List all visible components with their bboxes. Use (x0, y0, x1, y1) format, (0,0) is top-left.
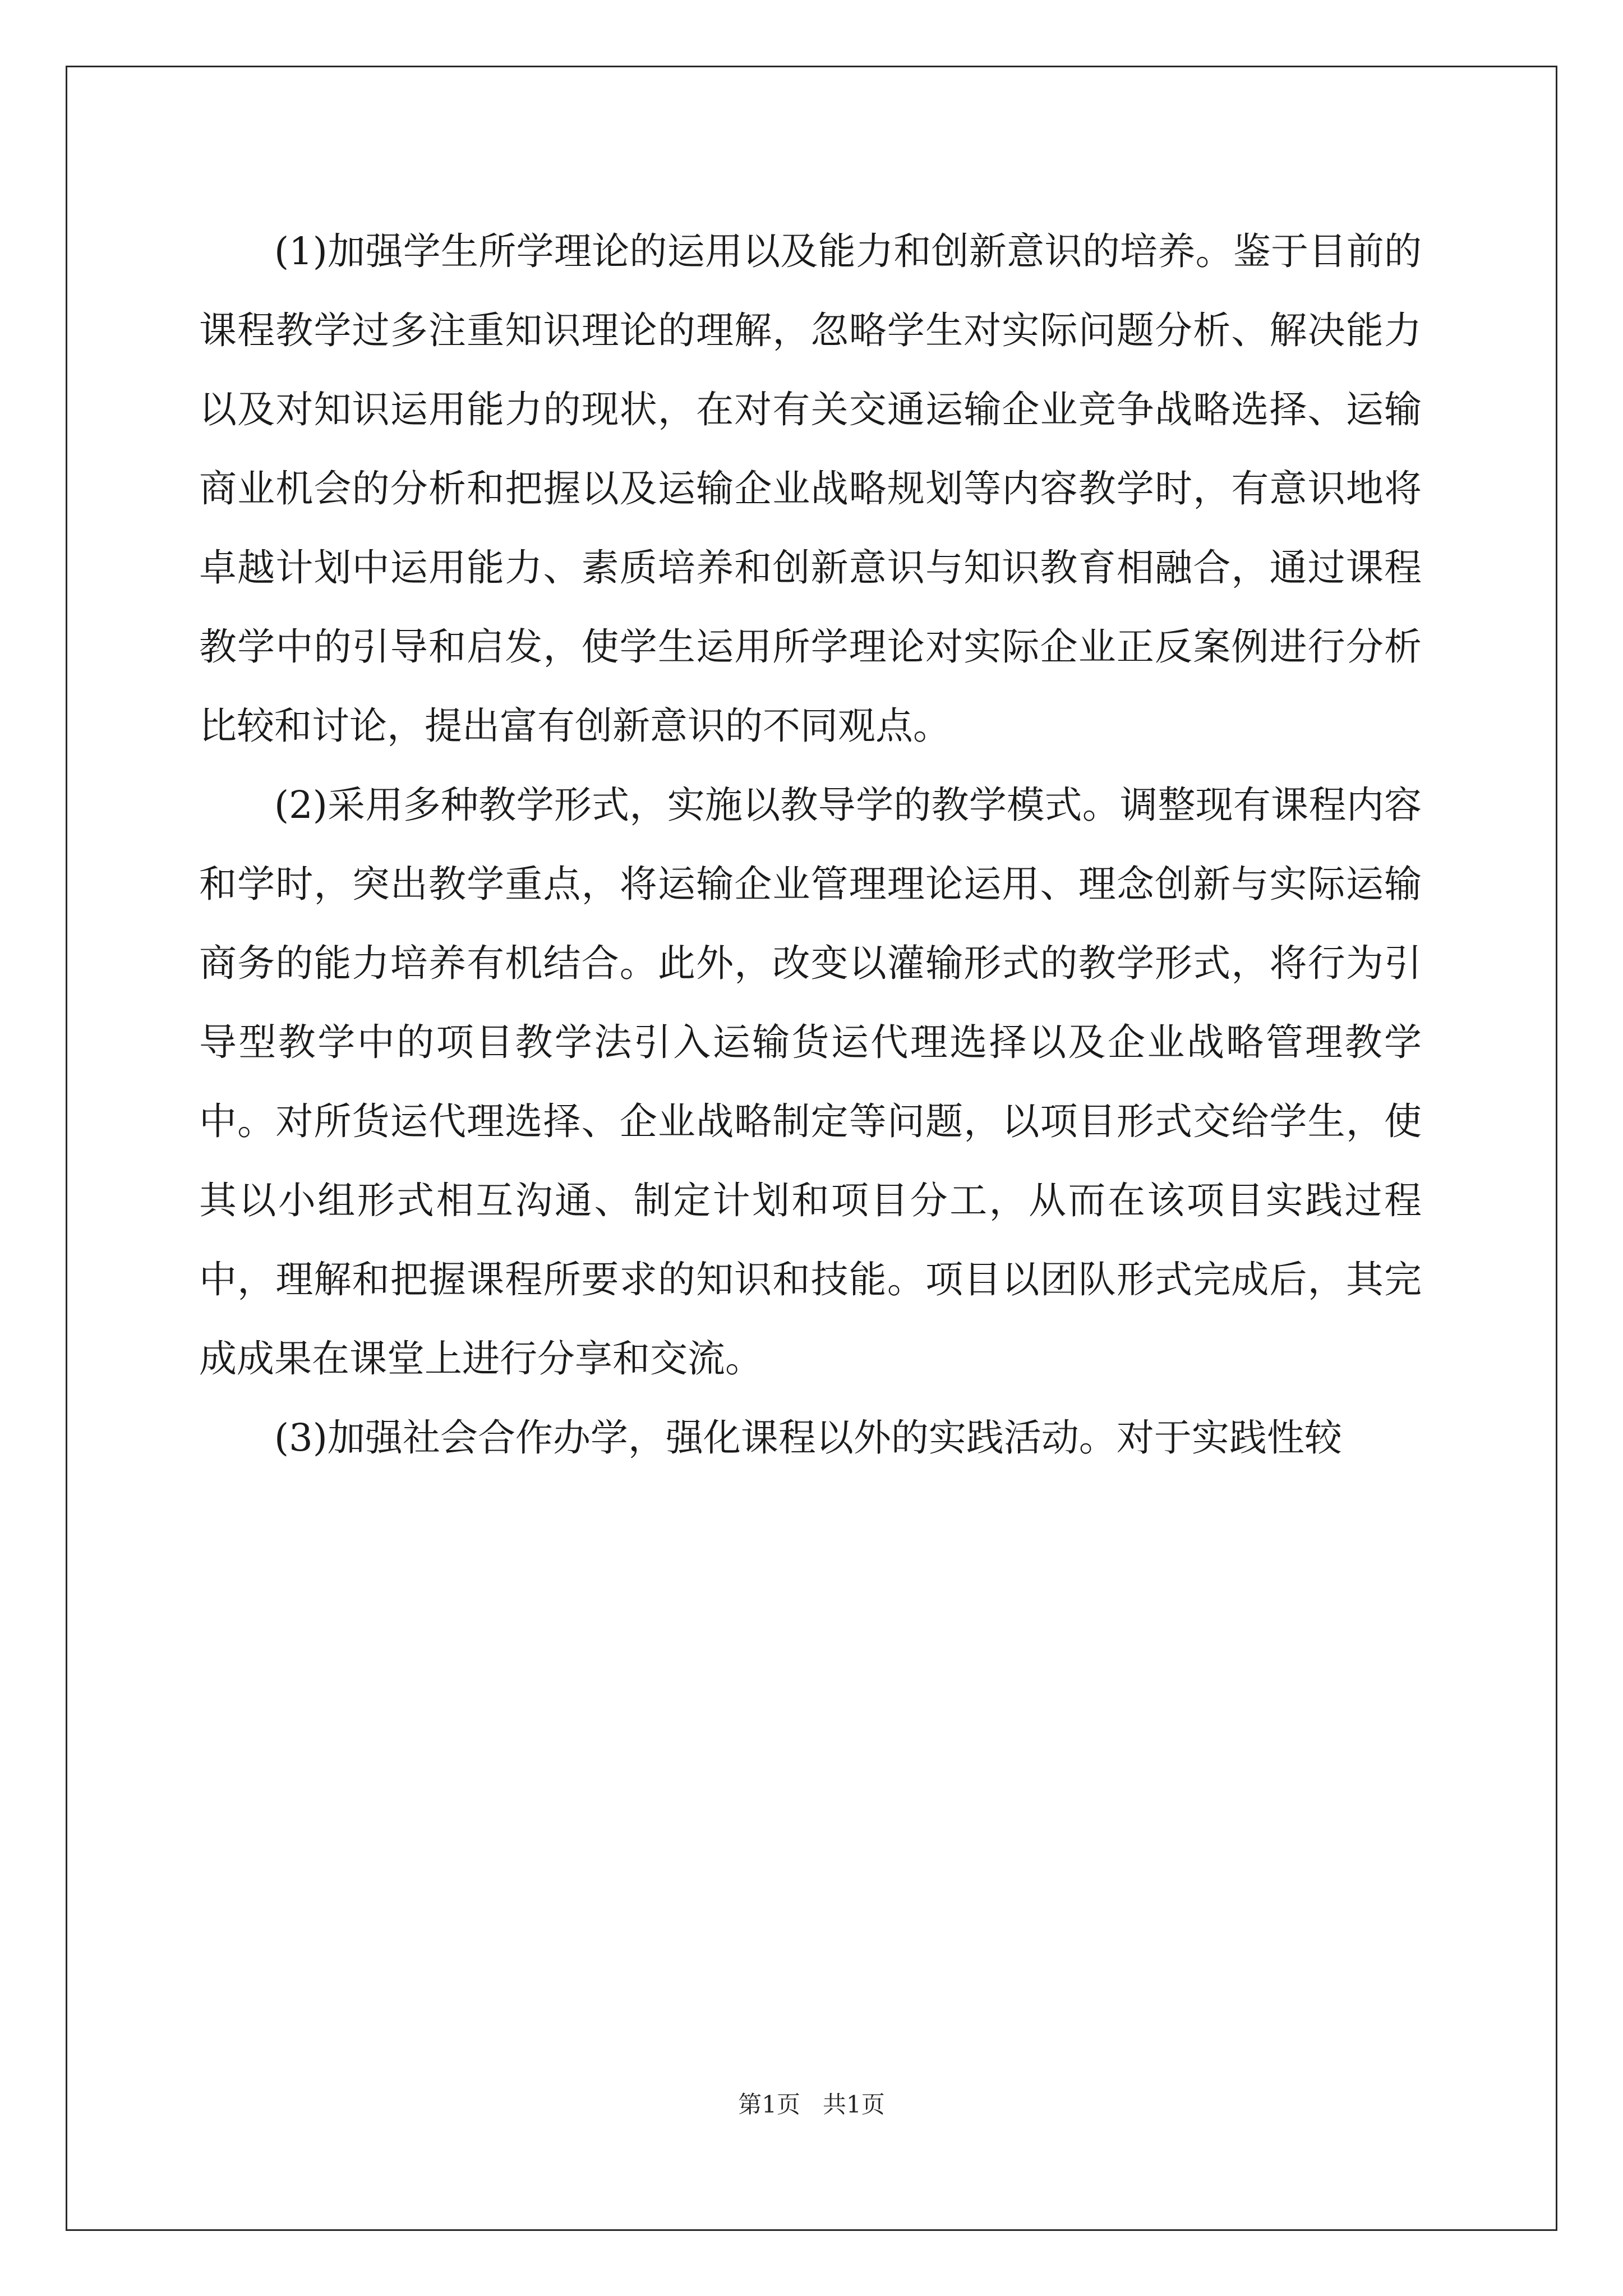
paragraph-3: (3)加强社会合作办学，强化课程以外的实践活动。对于实践性较 (274, 1416, 1342, 1460)
document-body (199, 212, 1422, 1478)
paragraph-1: (1)加强学生所学理论的运用以及能力和创新意识的培养。鉴于目前的课程教学过多注重知识理论的理解，忽略学生对实际问题分析、解决能力以及对知识运用能力的现状，在对有关交通运输企业竞争战略选择、运输商业机会的分析和把握以及运输企业战略规划等内容教学时，有意识地将卓越计划中运用能力、素质培养和创新意识与知识教育相融合，通过课程教学中的引导和启发，使学生运用所学理论对实际企业正反案例进行分析比较和讨论，提出富有创新意识的不同观点。 (199, 229, 1422, 748)
page-footer (0, 2088, 1623, 2122)
page-total: 共1页 (823, 2091, 885, 2118)
page-number: 第1页 (738, 2091, 800, 2118)
paragraph-2: (2)采用多种教学形式，实施以教导学的教学模式。调整现有课程内容和学时，突出教学重点，将运输企业管理理论运用、理念创新与实际运输商务的能力培养有机结合。此外，改变以灌输形式的教学形式，将行为引导型教学中的项目教学法引入运输货运代理选择以及企业战略管理教学中。对所货运代理选择、企业战略制定等问题，以项目形式交给学生，使其以小组形式相互沟通、制定计划和项目分工，从而在该项目实践过程中，理解和把握课程所要求的知识和技能。项目以团队形式完成后，其完成成果在课堂上进行分享和交流。 (199, 783, 1422, 1381)
